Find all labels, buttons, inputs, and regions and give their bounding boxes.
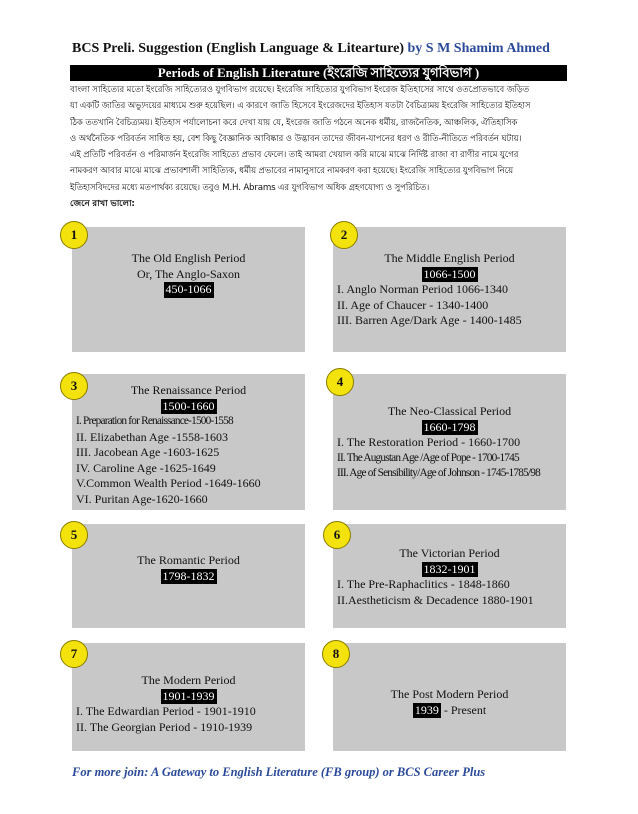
intro-line: যা একটি জাতির অভ্যুদয়ের মাধ্যমে শুরু হয়েছিল। এ কারণে জাতি হিসেবে ইংরেজদের ইতিহাস যতটা বৈচিত্র্যময় ইংরেজি সাহিত্যের ইতিহাস — [70, 101, 531, 112]
period-box-3 — [72, 374, 305, 510]
period-range-suffix: - Present — [440, 702, 487, 717]
intro-line: নামকরণ আবার মাঝে মাঝে প্রভাবশালী সাহিত্যিক, ধর্মীয় প্রভাবের নামানুসারে নামকরণ করা হয়েছে। ইংরেজি সাহিত্যের যুগবিভাগ নিয়ে — [70, 166, 514, 177]
period-number-badge: 8 — [322, 640, 350, 668]
title-author: by S M Shamim Ahmed — [407, 41, 550, 56]
intro-line: এই প্রতিটি পরিবর্তন ও পরিমার্জন ইংরেজি সাহিত্যে প্রভাব ফেলে। তাই আমরা খেয়াল করি মাঝে মাঝে নির্দিষ্ট রাজা বা রাণীর নামে যুগের — [70, 150, 519, 161]
period-title: The Modern Period — [141, 673, 236, 687]
intro-line: ইতিহাসবিদদের মধ্যে মতপার্থক্য রয়েছে। তবুও M.H. Abrams এর যুগবিভাগ অধিক গ্রহণযোগ্য ও সুপরিচিত। — [70, 182, 430, 193]
period-title: The Romantic Period — [137, 553, 240, 567]
period-item: I. Preparation for Renaissance-1500-1558 — [76, 415, 233, 427]
period-subtitle: Or, The Anglo-Saxon — [137, 266, 240, 281]
period-range: 1798-1832 — [162, 568, 215, 583]
period-box-4 — [333, 374, 566, 510]
period-number-badge: 6 — [323, 521, 351, 549]
period-title: The Neo-Classical Period — [387, 404, 512, 418]
period-item: II. The Augustan Age /Age of Pope - 1700-1745 — [337, 451, 519, 464]
period-item: VI. Puritan Age-1620-1660 — [76, 491, 208, 506]
period-range: 1901-1939 — [162, 688, 215, 703]
period-number-badge: 1 — [60, 221, 88, 249]
period-item: I. The Restoration Period - 1660-1700 — [337, 435, 521, 449]
period-title: The Post Modern Period — [390, 687, 509, 701]
period-box-1 — [72, 227, 305, 352]
title-prefix: BCS Preli. Suggestion (English Language & Litearture) — [72, 41, 405, 56]
period-box-5 — [72, 524, 305, 628]
period-box-7 — [72, 643, 305, 751]
period-number-badge: 5 — [60, 521, 88, 549]
period-box-6 — [333, 524, 566, 628]
period-item: I. The Pre-Raphaclitics - 1848-1860 — [337, 577, 510, 591]
period-number-badge: 2 — [330, 221, 358, 249]
period-item: III. Age of Sensibility/Age of Johnson - 1745-1785/98 — [337, 467, 540, 479]
intro-line: বাংলা সাহিত্যের মতো ইংরেজি সাহিত্যেরও যুগবিভাগ রয়েছে। ইংরেজি সাহিত্যের যুগবিভাগ ইংরেজ ইতিহাসের সাথে ওতপ্রোতভাবে জড়িত — [70, 85, 530, 95]
period-range: 1500-1660 — [162, 398, 215, 413]
period-title: The Middle English Period — [384, 251, 515, 265]
period-title: The Renaissance Period — [130, 383, 247, 397]
period-title: The Victorian Period — [399, 546, 500, 560]
period-range: 1066-1500 — [423, 266, 476, 281]
intro-line: ও অর্থনৈতিক পরিবর্তন সাধিত হয়, বেশ কিছু বৈজ্ঞানিক আবিষ্কার ও উদ্ভাবন তাদের জীবন-যাপনের ধরণ ও রীতি-নীতিতে পরিবর্তন ঘটায়। — [70, 133, 522, 144]
section-band: Periods of English Literature (ইংরেজি সাহিত্যের যুগবিভাগ ) — [70, 65, 567, 81]
period-item: III. Jacobean Age -1603-1625 — [76, 445, 220, 459]
intro-paragraph — [70, 82, 570, 212]
period-number-badge: 4 — [326, 368, 354, 396]
period-number-badge: 7 — [60, 640, 88, 668]
period-item: IV. Caroline Age -1625-1649 — [76, 460, 216, 475]
period-range: 1832-1901 — [423, 561, 476, 576]
period-item: II. Age of Chaucer - 1340-1400 — [337, 297, 489, 312]
page-title — [72, 41, 550, 57]
footer-note: For more join: A Gateway to English Literature (FB group) or BCS Career Plus — [72, 765, 486, 779]
intro-line: ঠিক ততখানি বৈচিত্র্যময়। ইতিহাস পর্যালোচনা করে দেখা যায় যে, ইংরেজ জাতি গঠনে অনেক ধর্মীয়, রাজনৈতিক, আঞ্চলিক, ঐতিহাসিক — [70, 117, 518, 128]
period-item: III. Barren Age/Dark Age - 1400-1485 — [337, 313, 522, 327]
period-item: II. The Georgian Period - 1910-1939 — [76, 719, 253, 734]
period-range: 450-1066 — [165, 282, 212, 296]
period-range: 1939 — [414, 702, 439, 717]
period-box-2 — [333, 227, 566, 352]
period-item: I. Anglo Norman Period 1066-1340 — [337, 282, 508, 296]
period-item: I. The Edwardian Period - 1901-1910 — [76, 704, 256, 718]
period-range: 1660-1798 — [423, 419, 476, 434]
period-title: The Old English Period — [131, 251, 246, 265]
intro-know-label: জেনে রাখা ভালো: — [70, 199, 135, 210]
period-item: II.Aestheticism & Decadence 1880-1901 — [337, 592, 534, 607]
period-box-8 — [333, 643, 566, 751]
period-number-badge: 3 — [60, 372, 88, 400]
period-item: V.Common Wealth Period -1649-1660 — [76, 476, 261, 490]
period-item: II. Elizabethan Age -1558-1603 — [76, 429, 228, 444]
